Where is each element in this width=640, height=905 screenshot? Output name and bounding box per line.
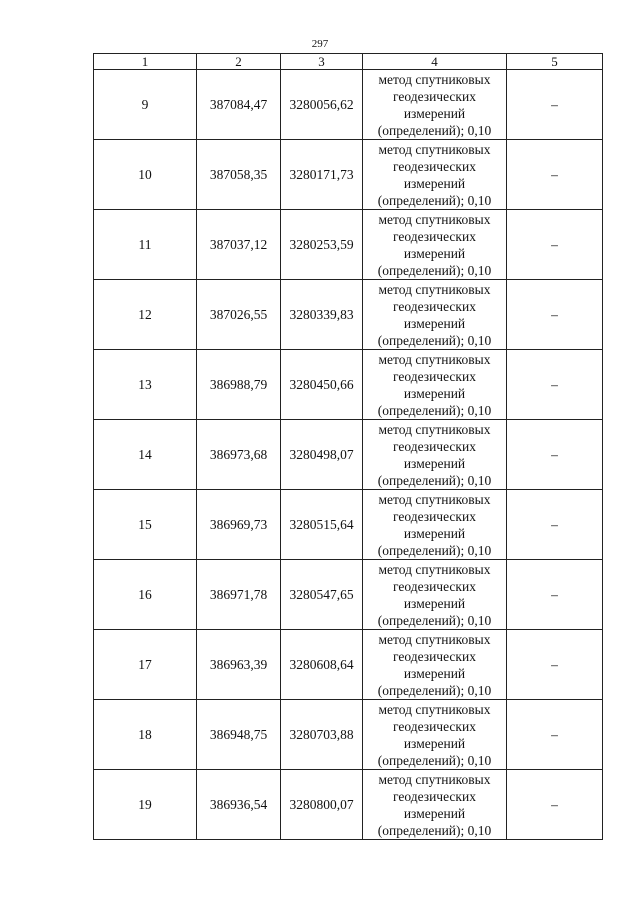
method-line: измерений: [403, 595, 466, 611]
method-line: измерений: [403, 385, 466, 401]
point-number-cell: 17: [94, 630, 197, 700]
header-cell: 2: [197, 54, 281, 70]
x-coordinate-cell: 386936,54: [197, 770, 281, 840]
y-coordinate-cell: 3280450,66: [281, 350, 363, 420]
method-line: измерений: [403, 175, 466, 191]
point-number-cell: 19: [94, 770, 197, 840]
y-coordinate-cell: 3280547,65: [281, 560, 363, 630]
y-coordinate-cell: 3280171,73: [281, 140, 363, 210]
method-line: измерений: [403, 805, 466, 821]
x-coordinate-cell: 386969,73: [197, 490, 281, 560]
method-line: геодезических: [393, 368, 476, 384]
method-cell: [363, 770, 507, 840]
method-line: геодезических: [393, 578, 476, 594]
method-cell: [363, 140, 507, 210]
method-cell: [363, 280, 507, 350]
method-line: геодезических: [393, 648, 476, 664]
method-line: (определений); 0,10: [377, 192, 492, 208]
method-line: (определений); 0,10: [377, 752, 492, 768]
table-row: [94, 70, 603, 140]
method-line: метод спутниковых: [378, 281, 491, 297]
table-row: [94, 700, 603, 770]
method-cell: [363, 490, 507, 560]
method-line: измерений: [403, 315, 466, 331]
y-coordinate-cell: 3280498,07: [281, 420, 363, 490]
y-coordinate-cell: 3280056,62: [281, 70, 363, 140]
method-cell: [363, 70, 507, 140]
column-5-cell: –: [507, 280, 603, 350]
table-row: [94, 420, 603, 490]
method-line: геодезических: [393, 788, 476, 804]
point-number-cell: 14: [94, 420, 197, 490]
table-row: [94, 490, 603, 560]
x-coordinate-cell: 387037,12: [197, 210, 281, 280]
method-line: (определений); 0,10: [377, 262, 492, 278]
point-number-cell: 18: [94, 700, 197, 770]
y-coordinate-cell: 3280253,59: [281, 210, 363, 280]
method-line: измерений: [403, 665, 466, 681]
method-cell: [363, 560, 507, 630]
method-cell: [363, 420, 507, 490]
method-line: геодезических: [393, 718, 476, 734]
column-5-cell: –: [507, 70, 603, 140]
point-number-cell: 9: [94, 70, 197, 140]
point-number-cell: 12: [94, 280, 197, 350]
column-5-cell: –: [507, 560, 603, 630]
coordinates-table: [93, 53, 603, 840]
page-number: 297: [311, 38, 329, 50]
method-line: метод спутниковых: [378, 211, 491, 227]
column-5-cell: –: [507, 420, 603, 490]
method-line: геодезических: [393, 298, 476, 314]
method-line: (определений); 0,10: [377, 682, 492, 698]
point-number-cell: 16: [94, 560, 197, 630]
method-line: (определений); 0,10: [377, 612, 492, 628]
y-coordinate-cell: 3280608,64: [281, 630, 363, 700]
table-row: [94, 770, 603, 840]
point-number-cell: 10: [94, 140, 197, 210]
table-body: [94, 70, 603, 840]
method-line: метод спутниковых: [378, 701, 491, 717]
x-coordinate-cell: 386988,79: [197, 350, 281, 420]
x-coordinate-cell: 387026,55: [197, 280, 281, 350]
x-coordinate-cell: 386973,68: [197, 420, 281, 490]
method-line: (определений); 0,10: [377, 542, 492, 558]
method-line: измерений: [403, 525, 466, 541]
point-number-cell: 15: [94, 490, 197, 560]
y-coordinate-cell: 3280515,64: [281, 490, 363, 560]
method-cell: [363, 210, 507, 280]
y-coordinate-cell: 3280800,07: [281, 770, 363, 840]
column-5-cell: –: [507, 770, 603, 840]
point-number-cell: 13: [94, 350, 197, 420]
method-line: (определений); 0,10: [377, 402, 492, 418]
method-line: измерений: [403, 735, 466, 751]
method-cell: [363, 630, 507, 700]
point-number-cell: 11: [94, 210, 197, 280]
method-line: (определений); 0,10: [377, 822, 492, 838]
method-cell: [363, 700, 507, 770]
column-5-cell: –: [507, 700, 603, 770]
header-cell: 3: [281, 54, 363, 70]
method-line: геодезических: [393, 228, 476, 244]
method-line: (определений); 0,10: [377, 472, 492, 488]
column-5-cell: –: [507, 210, 603, 280]
method-line: метод спутниковых: [378, 771, 491, 787]
table-row: [94, 210, 603, 280]
column-5-cell: –: [507, 140, 603, 210]
table-row: [94, 560, 603, 630]
method-line: геодезических: [393, 88, 476, 104]
header-cell: 5: [507, 54, 603, 70]
column-5-cell: –: [507, 630, 603, 700]
y-coordinate-cell: 3280339,83: [281, 280, 363, 350]
method-cell: [363, 350, 507, 420]
method-line: метод спутниковых: [378, 561, 491, 577]
method-line: измерений: [403, 245, 466, 261]
method-line: измерений: [403, 105, 466, 121]
x-coordinate-cell: 386971,78: [197, 560, 281, 630]
method-line: метод спутниковых: [378, 421, 491, 437]
method-line: геодезических: [393, 158, 476, 174]
table-row: [94, 630, 603, 700]
method-line: (определений); 0,10: [377, 122, 492, 138]
header-cell: 4: [363, 54, 507, 70]
x-coordinate-cell: 386948,75: [197, 700, 281, 770]
method-line: измерений: [403, 455, 466, 471]
method-line: геодезических: [393, 508, 476, 524]
y-coordinate-cell: 3280703,88: [281, 700, 363, 770]
header-row: [94, 54, 603, 70]
column-5-cell: –: [507, 490, 603, 560]
table-row: [94, 140, 603, 210]
method-line: метод спутниковых: [378, 141, 491, 157]
method-line: геодезических: [393, 438, 476, 454]
header-cell: 1: [94, 54, 197, 70]
method-line: метод спутниковых: [378, 71, 491, 87]
column-5-cell: –: [507, 350, 603, 420]
x-coordinate-cell: 387058,35: [197, 140, 281, 210]
method-line: метод спутниковых: [378, 491, 491, 507]
table-row: [94, 280, 603, 350]
method-line: (определений); 0,10: [377, 332, 492, 348]
x-coordinate-cell: 387084,47: [197, 70, 281, 140]
table-row: [94, 350, 603, 420]
x-coordinate-cell: 386963,39: [197, 630, 281, 700]
method-line: метод спутниковых: [378, 631, 491, 647]
method-line: метод спутниковых: [378, 351, 491, 367]
